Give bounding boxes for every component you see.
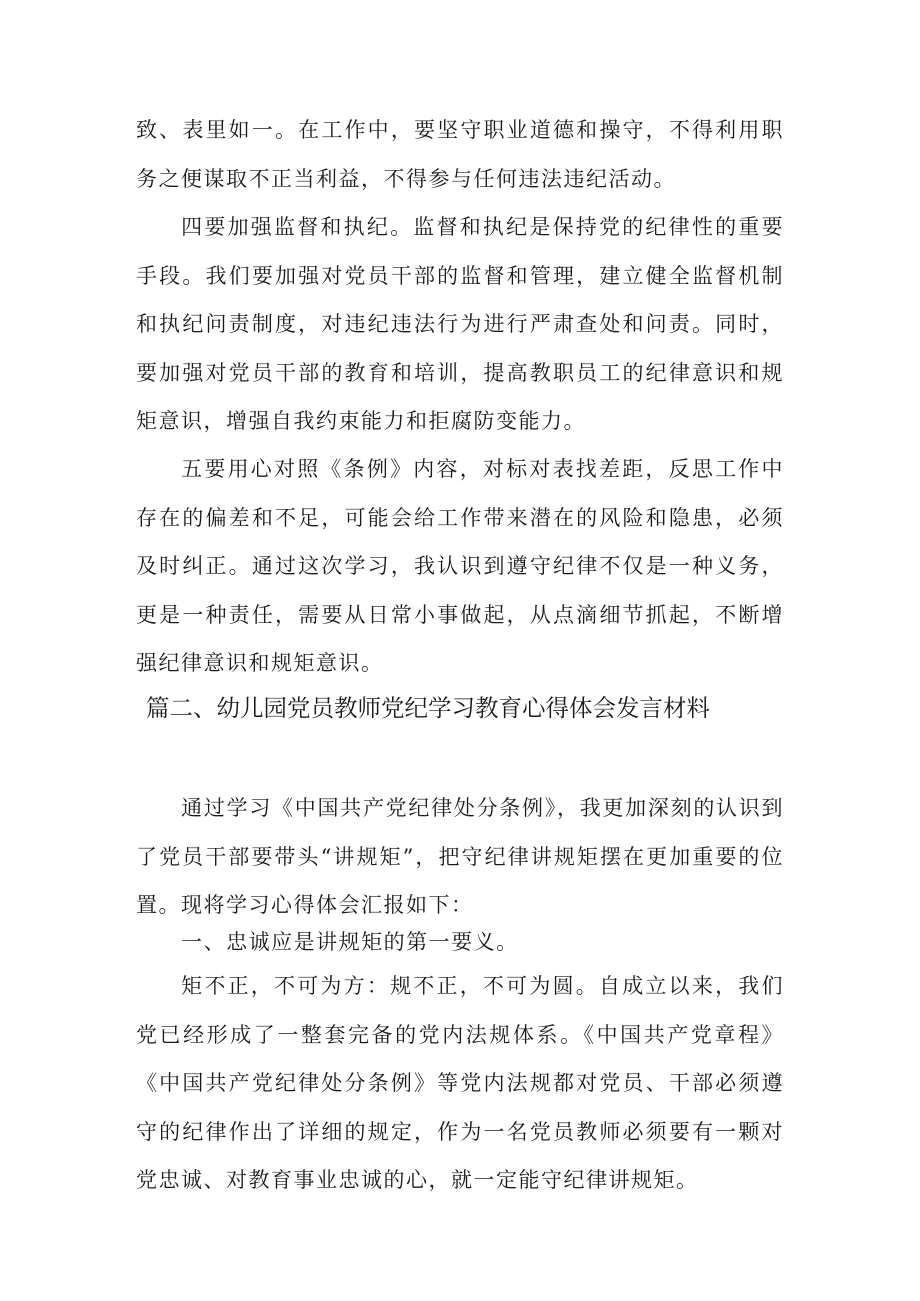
paragraph-point-four: 四要加强监督和执纪。监督和执纪是保持党的纪律性的重要手段。我们要加强对党员干部的监督和管理，建立健全监督机制和执纪问责制度，对违纪违法行为进行严肃查处和问责。同时，要加强对党员干部的教育和培训，提高教职员工的纪律意识和规矩意识，增强自我约束能力和拒腐防变能力。: [136, 215, 784, 433]
paragraph-continuation: 致、表里如一。在工作中，要坚守职业道德和操守，不得利用职务之便谋取不正当利益，不得参与任何违法违纪活动。: [136, 118, 784, 191]
section-heading: 篇二、幼儿园党员教师党纪学习教育心得体会发言材料: [146, 694, 710, 722]
subheading-loyalty: 一、忠诚应是讲规矩的第一要义。: [181, 930, 519, 954]
paragraph-point-five: 五要用心对照《条例》内容，对标对表找差距，反思工作中存在的偏差和不足，可能会给工作带来潜在的风险和隐患，必须及时纠正。通过这次学习，我认识到遵守纪律不仅是一种义务，更是一种责任，需要从日常小事做起，从点滴细节抓起，不断增强纪律意识和规矩意识。: [136, 457, 784, 675]
paragraph-body-loyalty: 矩不正，不可为方：规不正，不可为圆。自成立以来，我们党已经形成了一整套完备的党内法规体系。《中国共产党章程》《中国共产党纪律处分条例》等党内法规都对党员、干部必须遵守的纪律作出了详细的规定，作为一名党员教师必须要有一颗对党忠诚、对教育事业忠诚的心，就一定能守纪律讲规矩。: [136, 974, 784, 1192]
paragraph-intro: 通过学习《中国共产党纪律处分条例》，我更加深刻的认识到了党员干部要带头“讲规矩”，把守纪律讲规矩摆在更加重要的位置。现将学习心得体会汇报如下：: [136, 796, 784, 917]
